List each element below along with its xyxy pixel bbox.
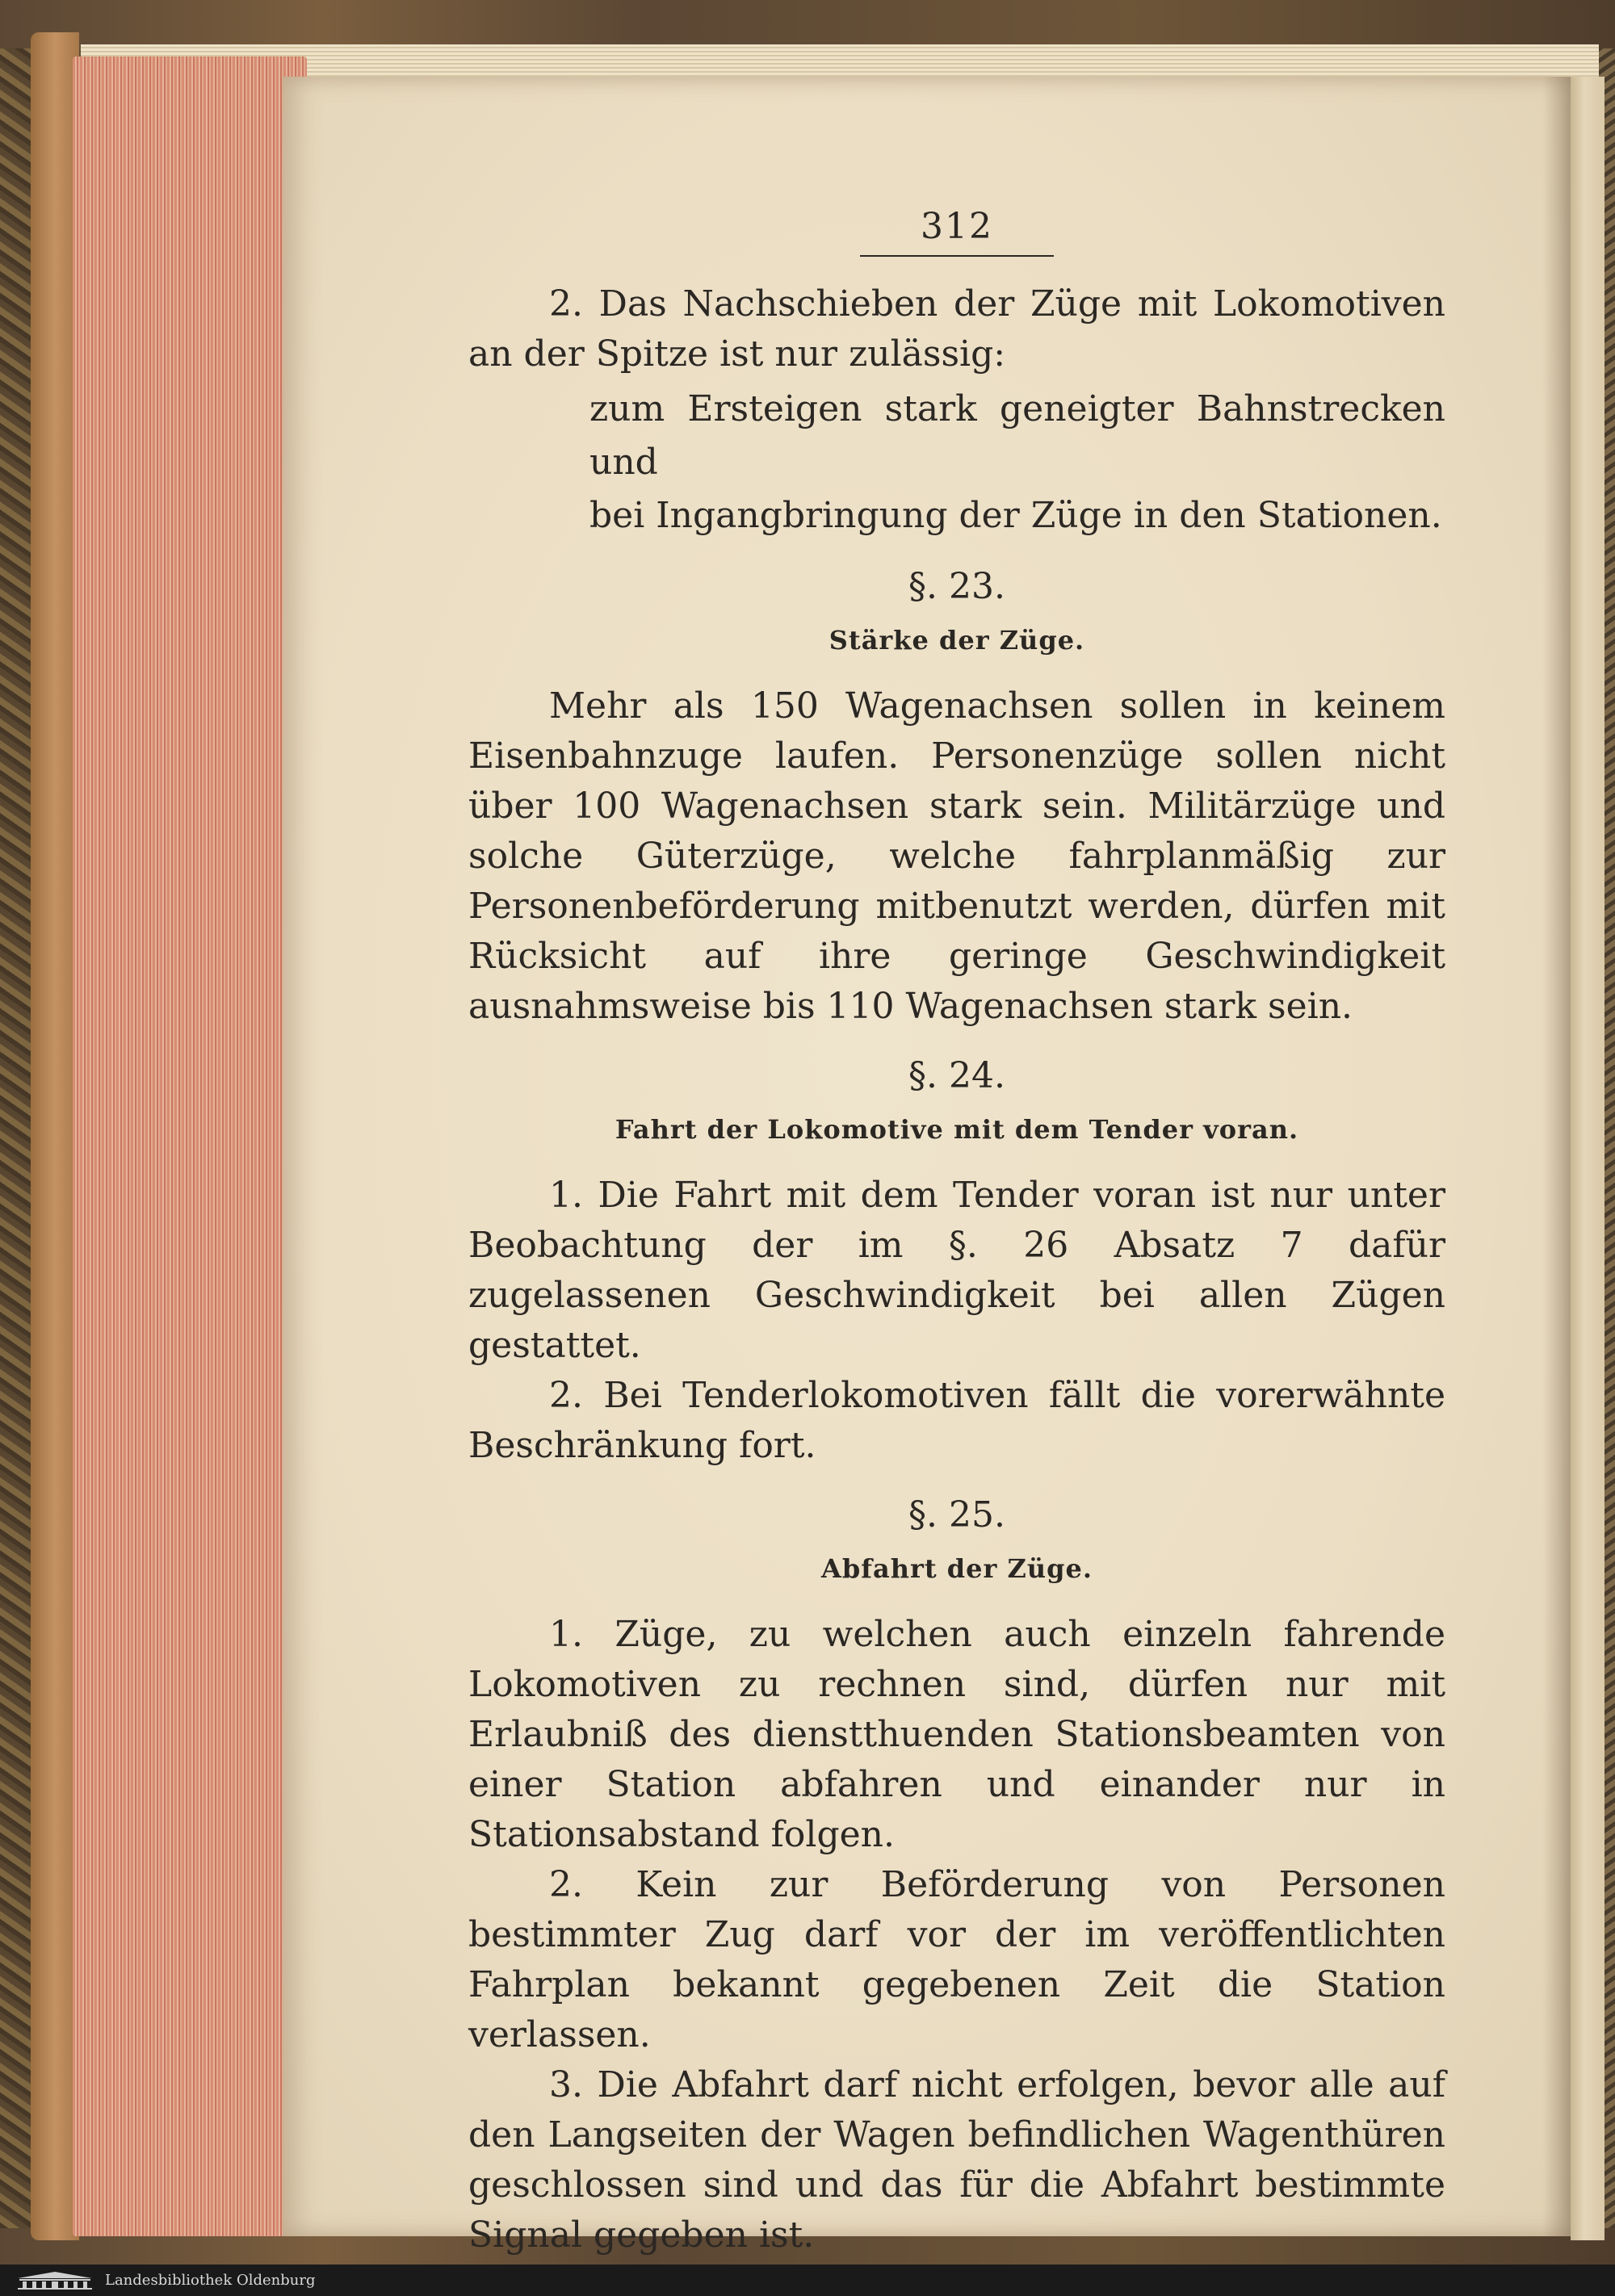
page-number-rule (860, 255, 1054, 257)
section-heading: Abfahrt der Züge. (821, 1553, 1093, 1584)
paragraph: Mehr als 150 Wagenachsen sollen in keinem Eisenbahnzuge laufen. Personenzüge sollen nicht über 100 Wagenachsen stark sein. Militärzüge und solche Güterzüge, welche fahrplanmäßig zur Personenbeförderung mitbenutzt werden, dürfen mit Rücksicht auf ihre geringe Geschwindigkeit ausnahmsweise bis 110 Wagenachsen stark sein. (468, 685, 1445, 1027)
library-name: Landesbibliothek Oldenburg (105, 2272, 316, 2289)
paragraph: 1. Züge, zu welchen auch einzeln fahrende Lokomotiven zu rechnen sind, dürfen nur mit Erlaubniß des dienstthuenden Stationsbeamten von einer Station abfahren und einander nur in Stationsabstand folgen. (468, 1614, 1445, 1855)
page-stack-red-edges (73, 57, 307, 2236)
section-heading: Fahrt der Lokomotive mit dem Tender voran. (615, 1114, 1299, 1145)
page-stack-top-edge (81, 44, 1599, 77)
paragraph: 1. Die Fahrt mit dem Tender voran ist nur unter Beobachtung der im §. 26 Absatz 7 dafür zugelassenen Geschwindigkeit bei allen Zügen gestattet. (468, 1175, 1445, 1366)
paragraph: 2. Bei Tenderlokomotiven fällt die vorerwähnte Beschränkung fort. (468, 1375, 1445, 1466)
indented-list (589, 383, 1445, 543)
list-item: zum Ersteigen stark geneigter Bahnstrecken und (589, 388, 1445, 483)
section-number: §. 23. (908, 566, 1005, 607)
list-item: bei Ingangbringung der Züge in den Stationen. (589, 495, 1442, 536)
library-building-icon (15, 2271, 95, 2290)
facing-page-edge (1571, 77, 1605, 2240)
paragraph: 3. Die Abfahrt darf nicht erfolgen, bevor alle auf den Langseiten der Wagen befindlichen Wagenthüren geschlossen sind und das für die Abfahrt bestimmte Signal gegeben ist. (468, 2064, 1445, 2256)
section-heading: Stärke der Züge. (828, 625, 1085, 656)
paragraph: 2. Das Nachschieben der Züge mit Lokomotiven an der Spitze ist nur zulässig: (468, 283, 1445, 375)
section-number: §. 24. (908, 1055, 1005, 1096)
leather-spine-edge (31, 32, 79, 2240)
section-number: §. 25. (908, 1494, 1005, 1536)
page-gutter-shadow (1542, 77, 1575, 2236)
paragraph: 2. Kein zur Beförderung von Personen bestimmter Zug darf vor der im veröffentlichten Fahrplan bekannt gegebenen Zeit die Station verlassen. (468, 1864, 1445, 2055)
footer-bar (0, 2265, 1615, 2296)
page-number: 312 (921, 206, 993, 247)
page-text (468, 202, 1445, 2260)
